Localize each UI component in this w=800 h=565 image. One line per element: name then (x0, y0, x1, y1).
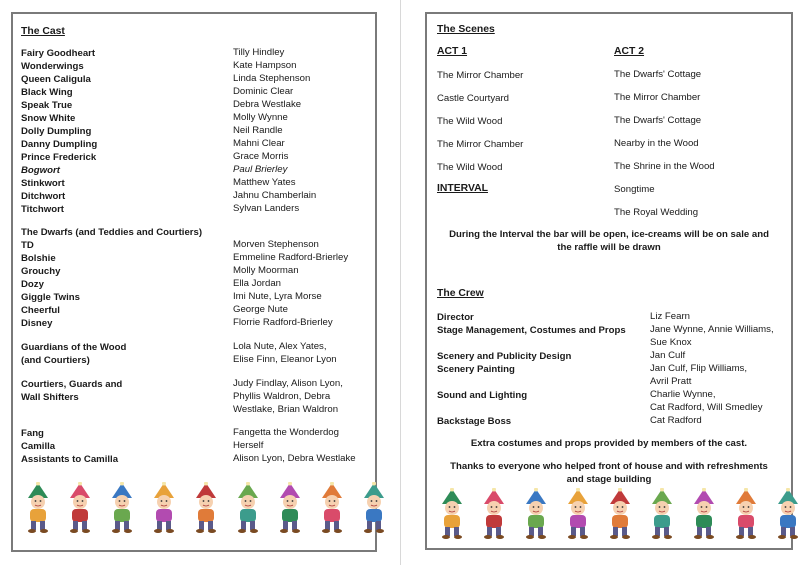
elf-illustration (727, 488, 765, 540)
elf-illustration (61, 482, 99, 534)
scene-item: The Wild Wood (437, 162, 503, 173)
role: Danny Dumpling (21, 139, 98, 150)
crew-names: Avril Pratt (650, 376, 692, 387)
role: Giggle Twins (21, 292, 80, 303)
elf-illustration (271, 482, 309, 534)
role: Stinkwort (21, 178, 65, 189)
actor: Westlake, Brian Waldron (233, 404, 339, 415)
role: (and Courtiers) (21, 355, 90, 366)
role: Dozy (21, 279, 44, 290)
role: Wall Shifters (21, 392, 79, 403)
role: Guardians of the Wood (21, 342, 127, 353)
elf-border (433, 488, 800, 540)
elf-illustration (19, 482, 57, 534)
actor: Morven Stephenson (233, 239, 319, 250)
scene-item: The Dwarfs' Cottage (614, 115, 702, 126)
crew-names: Charlie Wynne, (650, 389, 716, 400)
scene-item: Castle Courtyard (437, 93, 509, 104)
actor: George Nute (233, 304, 288, 315)
elf-illustration (313, 482, 351, 534)
thanks-note-line: and stage building (566, 474, 652, 485)
act1-heading: ACT 1 (437, 46, 468, 57)
role: Bogwort (21, 165, 60, 176)
interval-note-line: During the Interval the bar will be open, ice-creams will be on sale and (449, 229, 769, 240)
role: Disney (21, 318, 53, 329)
interval-label: INTERVAL (437, 183, 488, 194)
crew-names: Cat Radford (650, 415, 702, 426)
actor: Alison Lyon, Debra Westlake (233, 453, 356, 464)
crew-heading: The Crew (437, 288, 484, 299)
extra-note: Extra costumes and props provided by members of the cast. (470, 438, 748, 449)
crew-names: Jane Wynne, Annie Williams, (650, 324, 774, 335)
crew-role: Sound and Lighting (437, 390, 528, 401)
crew-role: Backstage Boss (437, 416, 512, 427)
scene-item: The Wild Wood (437, 116, 503, 127)
scenes-heading: The Scenes (437, 24, 495, 35)
elf-illustration (475, 488, 513, 540)
role: Fairy Goodheart (21, 48, 96, 59)
crew-role: Scenery Painting (437, 364, 515, 375)
scene-item: The Mirror Chamber (614, 92, 701, 103)
scene-item: The Mirror Chamber (437, 139, 524, 150)
role: Fang (21, 428, 44, 439)
actor: Molly Wynne (233, 112, 288, 123)
actor: Dominic Clear (233, 86, 294, 97)
role: Queen Caligula (21, 74, 91, 85)
act2-heading: ACT 2 (614, 46, 645, 57)
role: Prince Frederick (21, 152, 97, 163)
role: Wonderwings (21, 61, 84, 72)
role: Ditchwort (21, 191, 66, 202)
actor: Grace Morris (233, 151, 289, 162)
actor: Matthew Yates (233, 177, 296, 188)
crew-role: Stage Management, Costumes and Props (437, 325, 626, 336)
actor: Imi Nute, Lyra Morse (233, 291, 322, 302)
actor: Jahnu Chamberlain (233, 190, 317, 201)
actor: Judy Findlay, Alison Lyon, (233, 378, 343, 389)
role: Snow White (21, 113, 76, 124)
actor: Debra Westlake (233, 99, 302, 110)
dwarfs-heading: The Dwarfs (and Teddies and Courtiers) (21, 227, 203, 238)
actor: Emmeline Radford-Brierley (233, 252, 349, 263)
thanks-note-line: Thanks to everyone who helped front of house and with refreshments (450, 461, 768, 472)
interval-note-line: the raffle will be drawn (557, 242, 661, 253)
role: Dolly Dumpling (21, 126, 92, 137)
actor: Fangetta the Wonderdog (233, 427, 339, 438)
elf-border (19, 482, 393, 534)
scenes-crew-page (425, 12, 793, 550)
crew-role: Director (437, 312, 474, 323)
actor: Neil Randle (233, 125, 283, 136)
elf-illustration (769, 488, 800, 540)
scene-item: The Royal Wedding (614, 207, 699, 218)
crew-names: Sue Knox (650, 337, 692, 348)
elf-illustration (685, 488, 723, 540)
elf-illustration (517, 488, 555, 540)
elf-illustration (559, 488, 597, 540)
actor: Paul Brierley (233, 164, 288, 175)
elf-illustration (103, 482, 141, 534)
actor: Mahni Clear (233, 138, 285, 149)
page-fold (400, 0, 401, 565)
role: Cheerful (21, 305, 60, 316)
role: Titchwort (21, 204, 64, 215)
crew-role: Scenery and Publicity Design (437, 351, 572, 362)
scene-item: The Shrine in the Wood (614, 161, 715, 172)
actor: Sylvan Landers (233, 203, 300, 214)
elf-illustration (355, 482, 393, 534)
role: Bolshie (21, 253, 56, 264)
cast-heading: The Cast (21, 26, 65, 37)
scene-item: Songtime (614, 184, 655, 195)
scene-item: The Dwarfs' Cottage (614, 69, 702, 80)
crew-names: Jan Culf, Flip Williams, (650, 363, 748, 374)
scene-item: The Mirror Chamber (437, 70, 524, 81)
actor: Florrie Radford-Brierley (233, 317, 333, 328)
elf-illustration (229, 482, 267, 534)
elf-illustration (145, 482, 183, 534)
role: Courtiers, Guards and (21, 379, 123, 390)
cast-page (11, 12, 377, 552)
actor: Tilly Hindley (233, 47, 285, 58)
elf-illustration (187, 482, 225, 534)
role: TD (21, 240, 34, 251)
crew-names: Cat Radford, Will Smedley (650, 402, 763, 413)
crew-names: Liz Fearn (650, 311, 690, 322)
elf-illustration (433, 488, 471, 540)
role: Camilla (21, 441, 56, 452)
role: Assistants to Camilla (21, 454, 119, 465)
role: Speak True (21, 100, 73, 111)
actor: Linda Stephenson (233, 73, 311, 84)
role: Black Wing (21, 87, 73, 98)
actor: Ella Jordan (233, 278, 281, 289)
actor: Herself (233, 440, 264, 451)
role: Grouchy (21, 266, 61, 277)
scene-item: Nearby in the Wood (614, 138, 699, 149)
crew-names: Jan Culf (650, 350, 686, 361)
actor: Lola Nute, Alex Yates, (233, 341, 327, 352)
actor: Phyllis Waldron, Debra (233, 391, 331, 402)
actor: Molly Moorman (233, 265, 299, 276)
actor: Kate Hampson (233, 60, 297, 71)
elf-illustration (601, 488, 639, 540)
elf-illustration (643, 488, 681, 540)
actor: Elise Finn, Eleanor Lyon (233, 354, 337, 365)
